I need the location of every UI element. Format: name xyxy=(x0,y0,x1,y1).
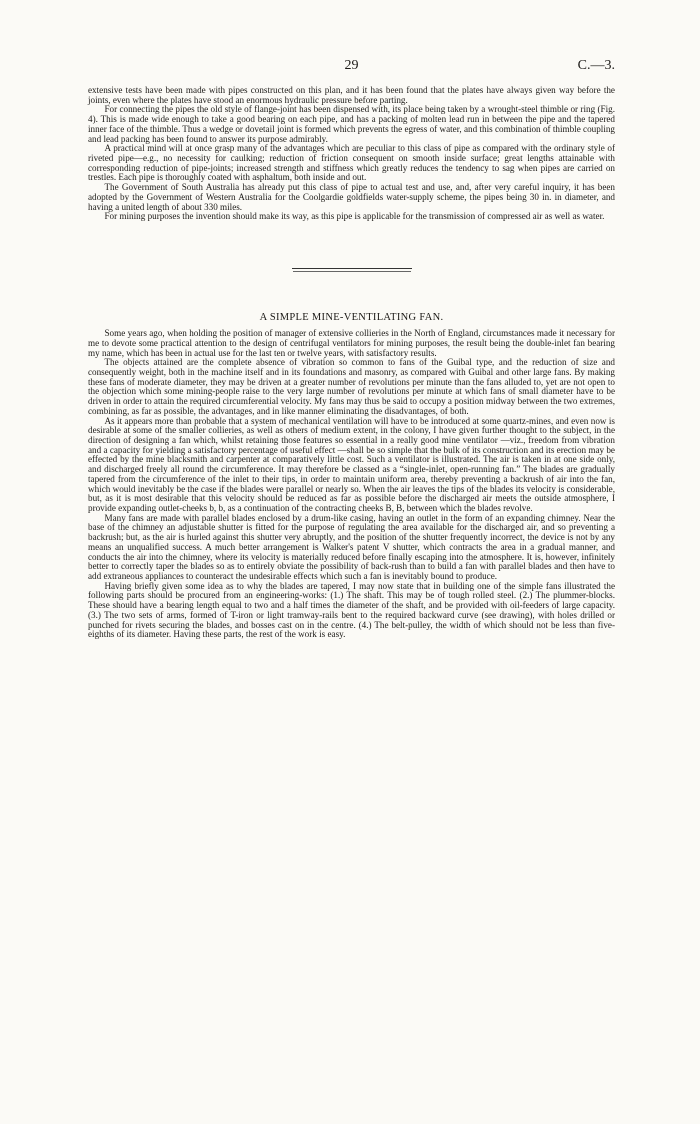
pipe-section xyxy=(88,86,615,222)
document-reference: C.—3. xyxy=(577,58,615,73)
paragraph: Having briefly given some idea as to why the blades are tapered, I may now state that in building one of the simple fans illustrated the following parts should be procured from an engineering-works: (1.) The shaft. This may be of tough rolled steel. (2.) The plummer-blocks. These should have a bearing length equal to two and a half times the diameter of the shaft, and be provided with oil-feeders of large capacity. (3.) The two sets of arms, formed of T-iron or light tramway-rails bent to the required backward curve (see drawing), with holes drilled or punched for rivets securing the blades, and bosses cast on in the centre. (4.) The belt-pulley, the width of which should not be less than five-eighths of its diameter. Having these parts, the rest of the work is easy. xyxy=(88,580,615,640)
page-number: 29 xyxy=(344,58,359,73)
page-header xyxy=(88,58,615,80)
paragraph: For mining purposes the invention should make its way, as this pipe is applicable for the transmission of compressed air as well as water. xyxy=(104,211,605,222)
paragraph: extensive tests have been made with pipes constructed on this plan, and it has been found that the plates have always given way before the joints, even where the plates have stood an enormous hydraulic pressure before parting. xyxy=(88,85,615,105)
paragraph: Many fans are made with parallel blades enclosed by a drum-like casing, having an outlet in the form of an expanding chimney. Near the base of the chimney an adjustable shutter is fitted for the purpose of regulating the area available for the discharged air, and so preventing a backrush; but, as the air is hurled against this shutter very abruptly, and the position of the shutter frequently incorrect, the device is not by any means an unqualified success. A much better arrangement is Walker's patent V shutter, which contracts the area in a gradual manner, and conducts the air into the chimney, where its velocity is materially reduced before finally escaping into the atmosphere. It is, however, infinitely better to correctly taper the blades so as to entirely obviate the possibility of back-rush than to build a fan with parallel blades and then have to add extraneous appliances to counteract the undesirable effects which such a fan is inevitably bound to produce. xyxy=(88,512,615,582)
section-title: A SIMPLE MINE-VENTILATING FAN. xyxy=(259,312,444,324)
divider-rule xyxy=(292,268,412,269)
paragraph: The objects attained are the complete absence of vibration so common to fans of the Guibal type, and the reduction of size and consequently weight, both in the machine itself and in its foundations and masonry, as compared with Guibal and other large fans. By making these fans of moderate diameter, they may be driven at a greater number of revolutions per minute than the fans alluded to, yet are not open to the objection which some mining-people raise to the very large number of revolutions per minute at which fans of small diameter have to be driven in order to attain the required circumferential velocity. My fans may thus be said to occupy a position midway between the two extremes, combining, as far as possible, the advantages, and in like manner eliminating the disadvantages, of both. xyxy=(88,357,615,416)
paragraph: For connecting the pipes the old style of flange-joint has been dispensed with, its place being taken by a wrought-steel thimble or ring (Fig. 4). This is made wide enough to take a good bearing on each pipe, and has a packing of molten lead run in between the pipe and the tapered inner face of the thimble. Thus a wedge or dovetail joint is formed which prevents the egress of water, and this combination of thimble coupling and lead packing has been found to answer its purpose admirably. xyxy=(88,104,615,144)
divider-rule-thin xyxy=(293,271,411,272)
paragraph: As it appears more than probable that a system of mechanical ventilation will have to be introduced at some quartz-mines, and even now is desirable at some of the smaller collieries, as well as others of medium extent, in the colony, I have given further thought to the subject, in the direction of designing a fan which, whilst retaining those features so essential in a really good mine ventilator —viz., freedom from vibration and a capacity for yielding a satisfactory percentage of useful effect —shall be so simple that the bulk of its construction and its erection may be effected by the mine blacksmith and carpenter at comparatively little cost. Such a ventilator is illustrated. The air is taken in at one side only, and discharged freely all round the circumference. It may therefore be classed as a “single-inlet, open-running fan.” The blades are gradually tapered from the circumference of the inlet to their tips, in order to maintain uniform area, thereby preventing a backrush of air into the fan, which would inevitably be the case if the blades were parallel or nearly so. When the air leaves the tips of the blades its velocity is considerable, but, as it is most desirable that this velocity should be reduced as far as possible before the discharged air meets the outside atmosphere, I provide expanding outlet-cheeks b, b, as a continuation of the contracting cheeks B, B, between which the blades revolve. xyxy=(88,415,615,513)
fan-section xyxy=(88,329,615,640)
paragraph: A practical mind will at once grasp many of the advantages which are peculiar to this class of pipe as compared with the ordinary style of riveted pipe—e.g., no necessity for caulking; reduction of friction consequent on smooth inside surface; great lengths attainable with corresponding reduction of pipe-joints; increased strength and stiffness which greatly reduces the tendency to sag when pipes are carried on trestles. Each pipe is thoroughly coated with asphaltum, both inside and out. xyxy=(88,143,615,183)
paragraph: Some years ago, when holding the position of manager of extensive collieries in the North of England, circumstances made it necessary for me to devote some practical attention to the design of centrifugal ventilators for mining purposes, the result being the double-inlet fan bearing my name, which has been in actual use for the last ten or twelve years, with satisfactory results. xyxy=(88,328,615,358)
document-page xyxy=(88,0,615,640)
section-divider xyxy=(88,222,615,312)
paragraph: The Government of South Australia has already put this class of pipe to actual test and use, and, after very careful inquiry, it has been adopted by the Government of Western Australia for the Coolgardie goldfields water-supply scheme, the pipes being 30 in. in diameter, and having a united length of about 330 miles. xyxy=(88,182,615,212)
